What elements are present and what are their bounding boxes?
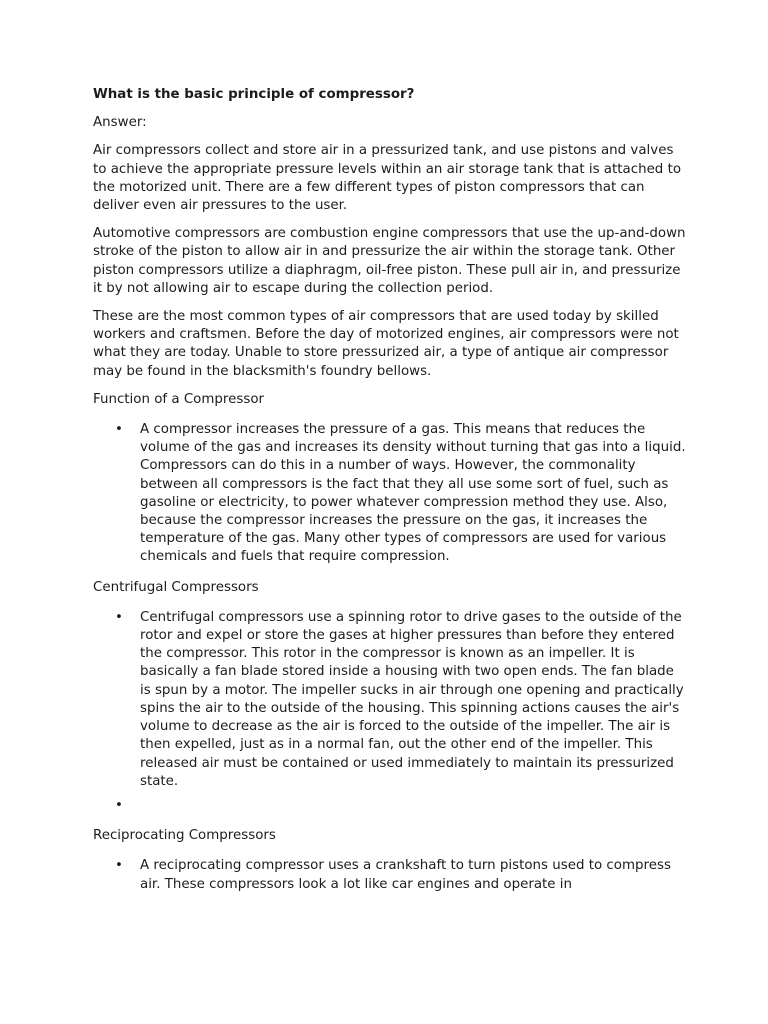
centrifugal-bullet-list <box>93 609 688 815</box>
list-item-text: Centrifugal compressors use a spinning rotor to drive gases to the outside of the rotor and expel or store the gases at higher pressures than before they entered the compressor. This rotor in the compressor is known as an impeller. It is basically a fan blade stored inside a housing with two open ends. The fan blade is spun by a motor. The impeller sucks in air through one opening and practically spins the air to the outside of the housing. This spinning actions causes the air's volume to decrease as the air is forced to the outside of the impeller. The air is then expelled, just as in a normal fan, out the other end of the impeller. This released air must be contained or used immediately to maintain its pressurized state. <box>140 609 684 789</box>
document-title: What is the basic principle of compressor? <box>93 87 415 102</box>
list-item <box>93 857 688 893</box>
section-heading-reciprocating: Reciprocating Compressors <box>93 828 276 844</box>
document-page <box>93 86 688 906</box>
answer-label: Answer: <box>93 115 147 131</box>
bullet-icon: • <box>115 797 123 813</box>
list-item-text: A compressor increases the pressure of a gas. This means that reduces the volume of the gas and increases its density without turning that gas into a liquid. Compressors can do this in a number of ways. However, the commonality between all compressors is the fact that they all use some sort of fuel, such as gasoline or electricity, to power whatever compression method they use. Also, because the compressor increases the pressure on the gas, it increases the temperature of the gas. Many other types of compressors are used for various chemicals and fuels that require compression. <box>140 422 686 565</box>
bullet-icon: • <box>115 422 123 438</box>
bullet-icon: • <box>115 609 123 625</box>
section-heading-function: Function of a Compressor <box>93 391 265 407</box>
list-item-empty <box>93 797 688 815</box>
paragraph-automotive: Automotive compressors are combustion engine compressors that use the up-and-down stroke of the piston to allow air in and pressurize the air within the storage tank. Other piston compressors utilize a diaphragm, oil-free piston. These pull air in, and pressurize it by not allowing air to escape during the collection period. <box>93 226 686 296</box>
paragraph-common-types: These are the most common types of air compressors that are used today by skilled workers and craftsmen. Before the day of motorized engines, air compressors were not what they are today. Unable to store pressurized air, a type of antique air compressor may be found in the blacksmith's foundry bellows. <box>93 309 679 379</box>
list-item <box>93 609 688 791</box>
function-bullet-list <box>93 421 688 567</box>
list-item-text: A reciprocating compressor uses a crankshaft to turn pistons used to compress air. These compressors look a lot like car engines and operate in <box>140 858 671 892</box>
bullet-icon: • <box>115 858 123 874</box>
paragraph-intro: Air compressors collect and store air in a pressurized tank, and use pistons and valves to achieve the appropriate pressure levels within an air storage tank that is attached to the motorized unit. There are a few different types of piston compressors that can deliver even air pressures to the user. <box>93 143 682 214</box>
reciprocating-bullet-list <box>93 857 688 893</box>
section-heading-centrifugal: Centrifugal Compressors <box>93 579 259 595</box>
list-item <box>93 421 688 567</box>
